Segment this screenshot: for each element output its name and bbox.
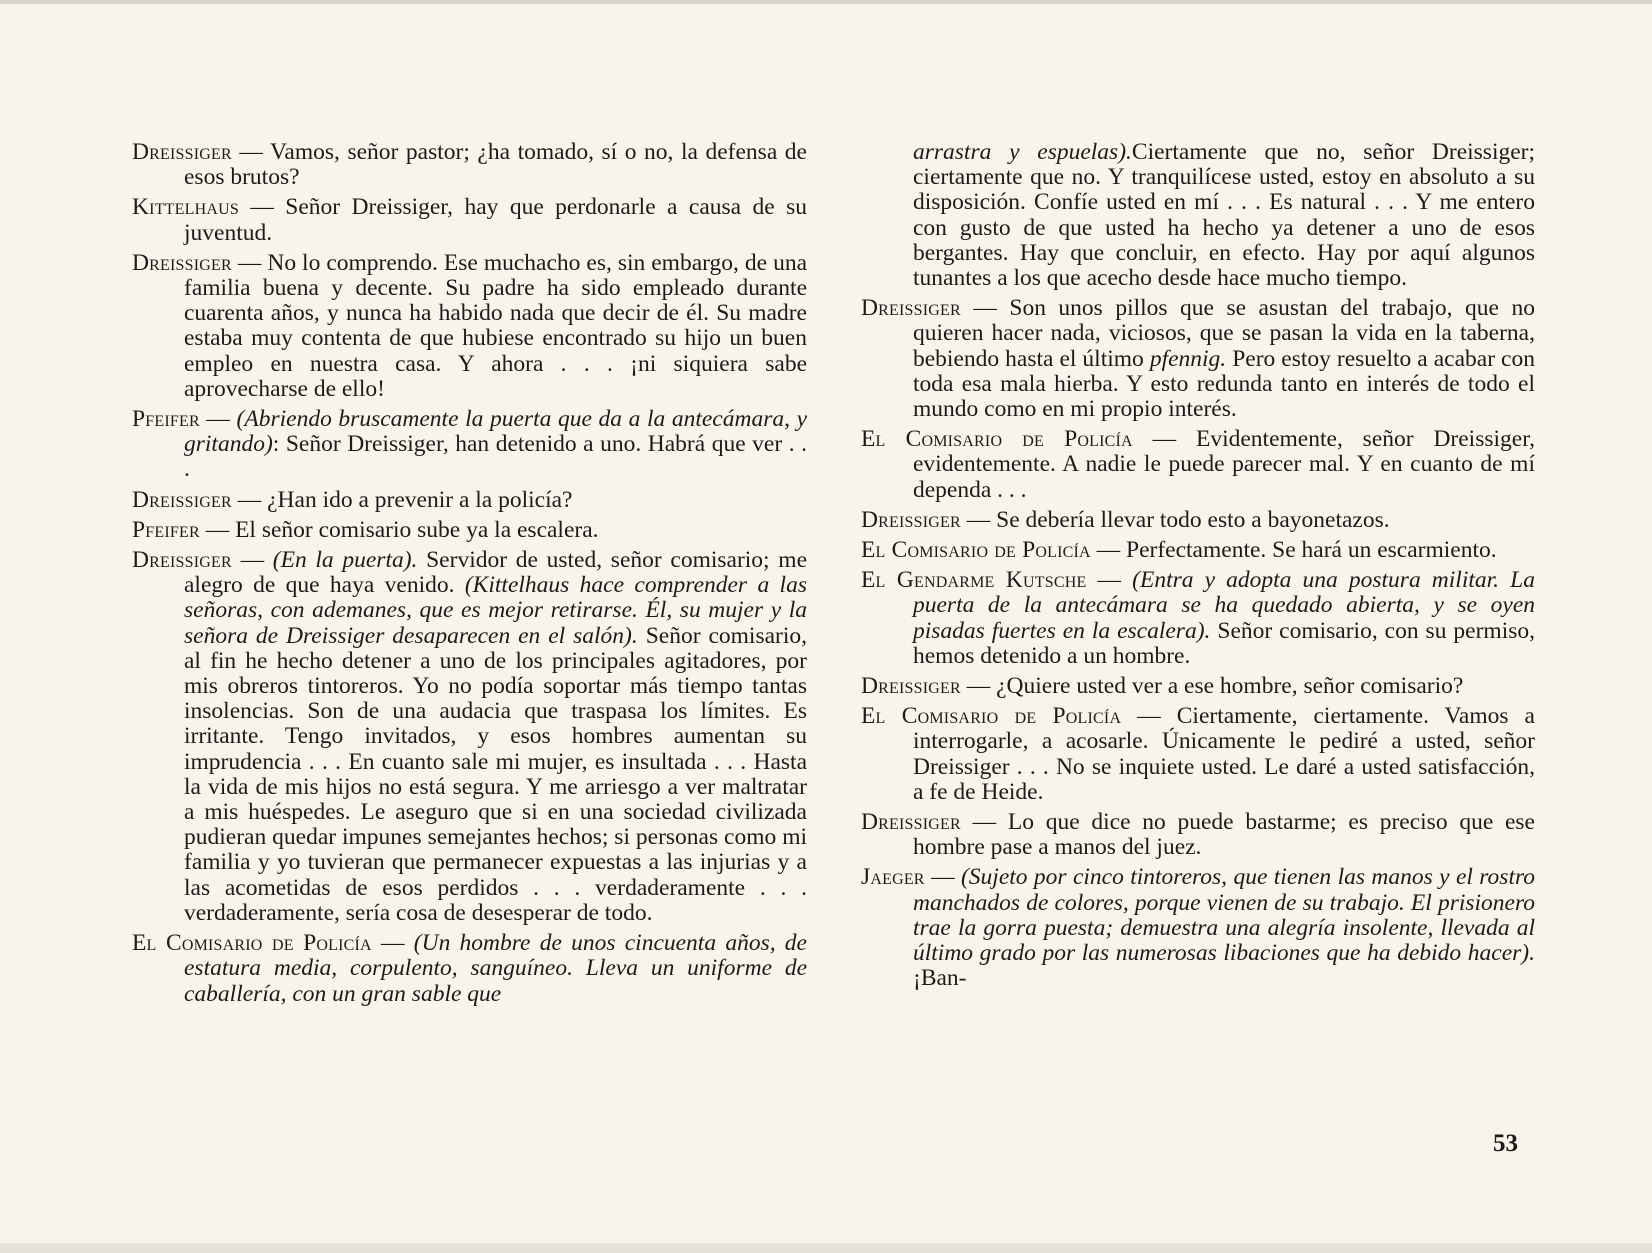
speech-paragraph (861, 538, 1535, 563)
stage-direction: (Sujeto por cinco tintoreros, que tienen las manos y el rostro manchados de colores, porque vienen de su trabajo. El prisionero trae la gorra puesta; demuestra una alegría insolente, llevada al último grado por las numerosas libaciones que ha debido hacer). (913, 864, 1536, 967)
speaker-name: El Gendarme Kutsche (861, 567, 1087, 594)
dialogue-text: — (199, 406, 237, 433)
speaker-name: Dreissiger (861, 295, 961, 322)
dialogue-text: Pero estoy resuelto a acabar con toda esa mala hierba. Y esto redunda tanto en interés de todo el mundo como en mi propio interés. (913, 345, 1535, 423)
stage-direction: (Un hombre de unos cincuenta años, de estatura media, corpulento, sanguíneo. Lleva un uniforme de caballería, con un gran sable que (184, 930, 807, 1007)
speaker-name: Dreissiger (861, 673, 961, 700)
stage-direction: arrastra y espuelas). (913, 139, 1132, 165)
speaker-name: Dreissiger (132, 547, 232, 574)
dialogue-text: — Evidentemente, señor Dreissiger, evidentemente. A nadie le puede parecer mal. Y en cuanto de mí dependa . . . (913, 426, 1535, 503)
stage-direction: (En la puerta). (272, 547, 418, 574)
speaker-name: El Comisario de Policía (861, 426, 1133, 453)
speech-paragraph (132, 407, 807, 483)
speaker-name: Dreissiger (861, 506, 961, 533)
dialogue-text: — Ciertamente, ciertamente. Vamos a interrogarle, a acosarle. Únicamente le pediré a usted, señor Dreissiger . . . No se inquiete usted. Le daré a usted satisfacción, a fe de Heide. (913, 703, 1535, 805)
dialogue-text: Servidor de usted, señor comisario; me alegro de que haya venido. (184, 547, 807, 599)
speaker-name: Dreissiger (132, 249, 232, 276)
speaker-name: Pfeifer (132, 516, 200, 543)
speech-paragraph (132, 140, 807, 190)
dialogue-text: Señor comisario, al fin he hecho detener a uno de los principales agitadores, por mis obreros tintoreros. Yo no podía soportar más tiempo tantas insolencias. Son de una audacia que traspasa los límites. Es irritante. Tengo invitados, y esos hombres aumentan su imprudencia . . . En cuanto sale mi mujer, es insultada . . . Hasta la vida de mis hijos no está segura. Y me arriesgo a ver maltratar a mis huéspedes. Le aseguro que si en una sociedad civilizada pudieran quedar impunes semejantes hechos; si personas como mi familia y yo tuvieran que permanecer expuestas a las injurias y a las acometidas de esos perdidos . . . verdaderamente . . . verdaderamente, sería cosa de desesperar de todo. (184, 622, 808, 926)
speech-paragraph (861, 704, 1535, 805)
dialogue-text: — No lo comprendo. Ese muchacho es, sin embargo, de una familia buena y decente. Su padre ha sido empleado durante cuarenta años, y nunca ha habido nada que decir de él. Su madre estaba muy contenta de que hubiese encontrado su hijo un buen empleo en nuestra casa. Y ahora . . . ¡ni siquiera sabe aprovecharse de ello! (184, 249, 807, 402)
page-top-edge (0, 0, 1652, 4)
dialogue-text: — ¿Quiere usted ver a ese hombre, señor comisario? (960, 673, 1464, 700)
stage-direction: pfennig. (1149, 345, 1227, 372)
speaker-name: Jaeger (861, 864, 925, 891)
dialogue-text: — El señor comisario sube ya la escalera. (199, 516, 599, 543)
dialogue-text: — Vamos, señor pastor; ¿ha tomado, sí o no, la defensa de esos brutos? (184, 139, 807, 191)
dialogue-text: — (231, 547, 273, 574)
dialogue-text: — Son unos pillos que se asustan del trabajo, que no quieren hacer nada, viciosos, que se pasan la vida en la taberna, bebiendo hasta el último (913, 295, 1535, 372)
speaker-name: El Comisario de Policía (861, 703, 1122, 730)
dialogue-text: Ciertamente que no, señor Dreissiger; ciertamente que no. Y tranquilícese usted, estoy en absoluto a su disposición. Confíe usted en mí . . . Es natural . . . Y me entero con gusto de que usted ha hecho ya detener a uno de esos bergantes. Hay que concluir, en efecto. Hay por aquí algunos tunantes a los que acecho desde hace mucho tiempo. (913, 139, 1536, 292)
speaker-name: Dreissiger (132, 139, 232, 165)
page-bottom-edge (0, 1243, 1652, 1253)
dialogue-text: ¡Ban- (913, 965, 967, 992)
speech-paragraph (861, 674, 1535, 699)
speech-paragraph (861, 296, 1535, 422)
dialogue-text: — Se debería llevar todo esto a bayonetazos. (960, 506, 1390, 533)
dialogue-text: Señor comisario, con su permiso, hemos detenido a un hombre. (913, 617, 1535, 669)
speaker-name: Kittelhaus (132, 194, 239, 221)
dialogue-text: — (924, 864, 961, 891)
right-column (861, 140, 1535, 997)
speech-paragraph (861, 140, 1535, 291)
speech-paragraph (132, 251, 807, 402)
stage-direction: (Abriendo bruscamente la puerta que da a la antecámara, y gritando) (184, 406, 808, 458)
speaker-name: El Comisario de Policía (132, 930, 372, 957)
speaker-name: Pfeifer (132, 406, 200, 433)
page-number: 53 (1493, 1130, 1518, 1157)
dialogue-text: — (371, 930, 414, 957)
speech-paragraph (861, 568, 1535, 669)
dialogue-text: : Señor Dreissiger, han detenido a uno. Habrá que ver . . . (184, 431, 807, 483)
speaker-name: Dreissiger (132, 486, 232, 513)
left-column (132, 140, 807, 1012)
dialogue-text: — Señor Dreissiger, hay que perdonarle a causa de su juventud. (184, 194, 807, 246)
speech-paragraph (132, 195, 807, 245)
stage-direction: (Entra y adopta una postura militar. La puerta de la antecámara se ha quedado abierta, y se oyen pisadas fuertes en la escalera). (913, 567, 1535, 644)
dialogue-text: — (1086, 567, 1133, 594)
speech-paragraph (132, 488, 807, 513)
speech-paragraph (861, 810, 1535, 860)
speech-paragraph (132, 548, 807, 926)
dialogue-text: — ¿Han ido a prevenir a la policía? (231, 486, 573, 513)
speech-paragraph (861, 508, 1535, 533)
speech-paragraph (861, 865, 1535, 991)
speech-paragraph (861, 427, 1535, 503)
dialogue-text: — Perfectamente. Se hará un escarmiento. (1090, 537, 1497, 564)
dialogue-text: — Lo que dice no puede bastarme; es preciso que ese hombre pase a manos del juez. (913, 809, 1535, 861)
speech-paragraph (132, 518, 807, 543)
speaker-name: Dreissiger (861, 809, 961, 836)
speech-paragraph (132, 931, 807, 1007)
speaker-name: El Comisario de Policía (861, 537, 1091, 564)
stage-direction: (Kittelhaus hace comprender a las señoras, con ademanes, que es mejor retirarse. Él, su mujer y la señora de Dreissiger desaparecen en el salón). (184, 572, 807, 649)
